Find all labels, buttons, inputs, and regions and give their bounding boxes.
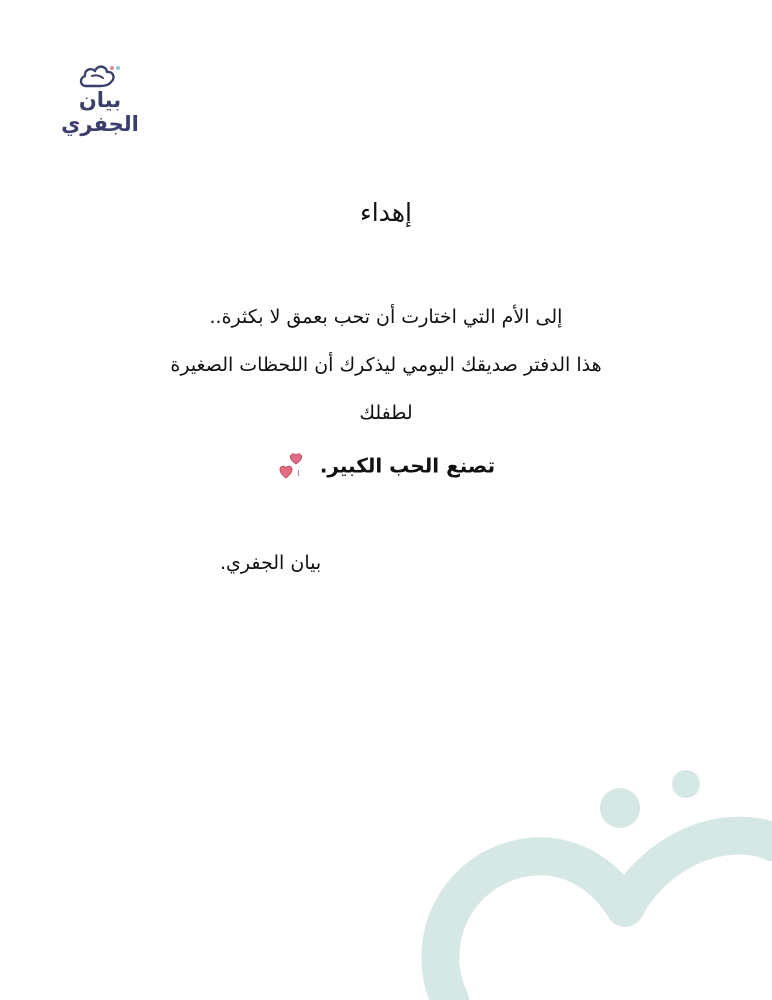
heart-cloud-decoration-icon bbox=[420, 760, 772, 1000]
signature: بيان الجفري. bbox=[220, 552, 322, 574]
dedication-line-4 bbox=[0, 450, 772, 484]
logo-dot-pink bbox=[110, 66, 114, 70]
logo-text: بيان الجفري bbox=[61, 88, 139, 136]
dedication-line-4-text: تصنع الحب الكبير. bbox=[319, 453, 496, 478]
dedication-line-3: لطفلك bbox=[359, 402, 413, 424]
dedication-line-1: إلى الأم التي اختارت أن تحب بعمق لا بكثرة.. bbox=[209, 306, 563, 328]
logo-dot-teal bbox=[116, 66, 120, 70]
two-hearts-icon bbox=[277, 450, 307, 484]
page-title: إهداء bbox=[360, 198, 412, 227]
brand-logo bbox=[46, 58, 154, 136]
dedication-line-2: هذا الدفتر صديقك اليومي ليذكرك أن اللحظات الصغيرة bbox=[170, 354, 602, 376]
